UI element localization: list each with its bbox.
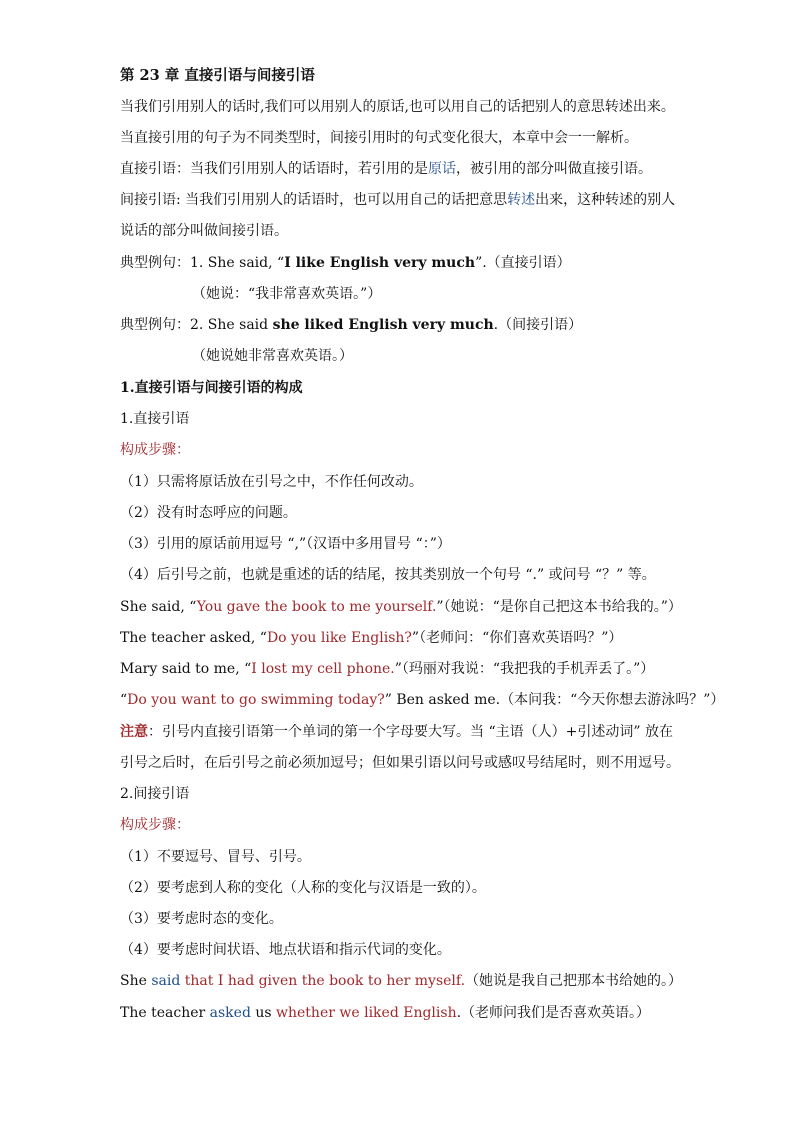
definition-text: 出来，这种转述的别人 (535, 192, 676, 208)
example-prefix: 典型例句：1. She said, “ (120, 255, 285, 271)
definition-text: 间接引语: 当我们引用别人的话语时，也可以用自己的话把意思 (120, 192, 508, 208)
note-label: 注意 (120, 724, 148, 740)
example-prefix: “ (120, 692, 128, 708)
indirect-example (120, 1003, 650, 1023)
direct-example (120, 628, 622, 648)
chapter-title: 第 23 章 直接引语与间接引语 (120, 67, 315, 84)
example-prefix: She (120, 973, 152, 989)
step-item: （1）不要逗号、冒号、引号。 (120, 849, 311, 865)
definition-text: ，被引用的部分叫做直接引语。 (456, 161, 652, 177)
example-text: us (250, 1005, 277, 1021)
example-suffix: ” Ben asked me.（本问我：“今天你想去游泳吗？”） (384, 692, 725, 708)
example-translation: （她说是我自己把那本书给她的。） (465, 973, 683, 989)
step-item: （1）只需将原话放在引号之中，不作任何改动。 (120, 474, 423, 490)
steps-label: 构成步骤： (120, 442, 190, 458)
indirect-speech-definition (120, 190, 675, 210)
definition-emphasis: 原话 (428, 161, 456, 177)
example-translation-2: （她说她非常喜欢英语。） (192, 348, 353, 364)
step-item: （3）引用的原话前用逗号 “,”（汉语中多用冒号 “：”） (120, 536, 451, 552)
quoted-speech: You gave the book to me yourself. (196, 599, 437, 615)
quoted-speech: I lost my cell phone. (251, 661, 395, 677)
example-translation-1: （她说：“我非常喜欢英语。”） (192, 286, 382, 302)
reporting-verb: said (151, 973, 181, 989)
step-item: （4）要考虑时间状语、地点状语和指示代词的变化。 (120, 942, 451, 958)
reported-clause: whether we liked English (276, 1005, 457, 1021)
step-item: （4）后引号之前，也就是重述的话的结尾，按其类别放一个句号 “.” 或问号 “？” 等。 (120, 567, 656, 583)
subsection-indirect-speech: 2.间接引语 (120, 786, 190, 802)
example-prefix: The teacher (120, 1005, 210, 1021)
example-suffix: ”（老师问：“你们喜欢英语吗？”） (411, 630, 623, 646)
example-bold: I like English very much (284, 255, 476, 271)
example-suffix: ”（玛丽对我说：“我把我的手机弄丢了。”） (394, 661, 655, 677)
step-item: （3）要考虑时态的变化。 (120, 911, 283, 927)
direct-example (120, 597, 682, 617)
example-prefix: She said, “ (120, 599, 197, 615)
definition-text: 直接引语：当我们引用别人的话语时，若引用的是 (120, 161, 428, 177)
intro-paragraph-1: 当我们引用别人的话时,我们可以用别人的原话,也可以用自己的话把别人的意思转述出来。 (120, 99, 675, 115)
reporting-verb: asked (209, 1005, 251, 1021)
section-heading: 1.直接引语与间接引语的构成 (120, 380, 303, 396)
example-bold: she liked English very much (272, 317, 494, 333)
step-item: （2）没有时态呼应的问题。 (120, 505, 297, 521)
example-prefix: 典型例句：2. She said (120, 317, 273, 333)
quoted-speech: Do you like English? (266, 630, 412, 646)
note-paragraph (120, 722, 673, 742)
direct-example (120, 659, 654, 679)
reported-clause: that I had given the book to her myself. (180, 973, 466, 989)
subsection-direct-speech: 1.直接引语 (120, 411, 190, 427)
intro-paragraph-2: 当直接引用的句子为不同类型时，间接引用时的句式变化很大，本章中会一一解析。 (120, 130, 638, 146)
example-prefix: The teacher asked, “ (120, 630, 267, 646)
steps-label: 构成步骤： (120, 817, 190, 833)
definition-emphasis: 转述 (507, 192, 536, 208)
example-suffix: ”.（直接引语） (475, 255, 571, 271)
example-sentence-2 (120, 315, 582, 335)
example-suffix: .（间接引语） (493, 317, 583, 333)
note-paragraph-cont: 引号之后时，在后引号之前必须加逗号；但如果引语以问号或感叹号结尾时，则不用逗号。 (120, 755, 680, 771)
example-translation: .（老师问我们是否喜欢英语。） (456, 1005, 651, 1021)
example-prefix: Mary said to me, “ (120, 661, 252, 677)
example-suffix: ”（她说：“是你自己把这本书给我的。”） (436, 599, 682, 615)
quoted-speech: Do you want to go swimming today? (127, 692, 385, 708)
step-item: （2）要考虑到人称的变化（人称的变化与汉语是一致的）。 (120, 880, 486, 896)
example-sentence-1 (120, 253, 571, 273)
indirect-speech-definition-cont: 说话的部分叫做间接引语。 (120, 223, 288, 239)
direct-speech-definition (120, 159, 652, 179)
indirect-example (120, 971, 682, 991)
direct-example (120, 690, 724, 710)
note-text: ：引号内直接引语第一个单词的第一个字母要大写。当 “主语（人）+引述动词” 放在 (148, 724, 673, 740)
